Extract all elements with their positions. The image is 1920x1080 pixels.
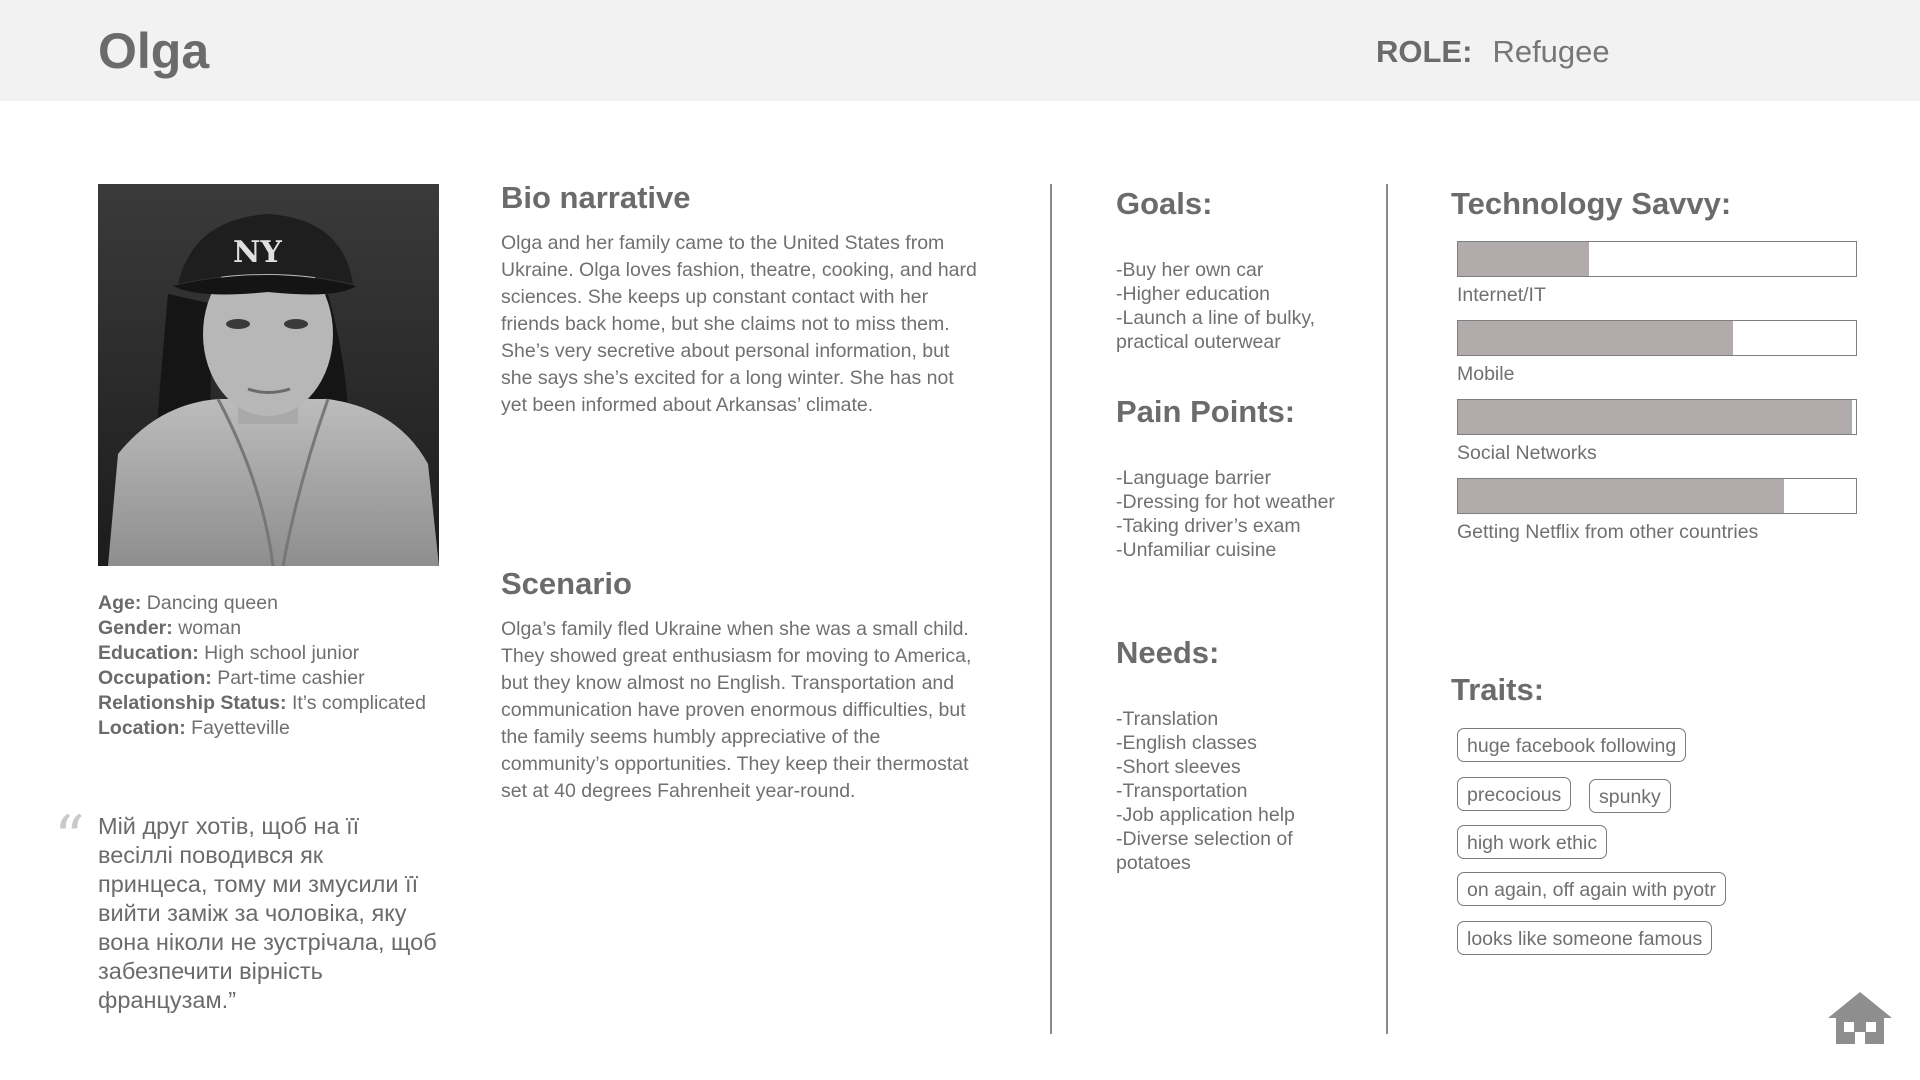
trait-tag: huge facebook following xyxy=(1457,728,1686,762)
tech-bar xyxy=(1457,399,1857,435)
persona-quote: Мій друг хотів, щоб на її весіллі поводився як принцеса, тому ми змусили її вийти заміж за чоловіка, яку вона ніколи не зустрічала, щоб забезпечити вірність французам.” xyxy=(98,813,437,1013)
tech-bar-fill xyxy=(1458,479,1784,513)
pain-points-title: Pain Points: xyxy=(1116,394,1296,429)
trait-tag: precocious xyxy=(1457,777,1571,811)
tech-item-mobile xyxy=(1457,320,1857,386)
column-divider xyxy=(1050,184,1052,1034)
needs-title: Needs: xyxy=(1116,635,1220,670)
quote-mark-icon: “ xyxy=(54,803,85,873)
home-icon[interactable] xyxy=(1828,990,1892,1046)
list-item: -Taking driver’s exam xyxy=(1116,515,1301,537)
pain-points-list xyxy=(1116,466,1366,562)
list-item: -Transportation xyxy=(1116,780,1248,802)
detail-occupation xyxy=(98,666,426,691)
tech-label: Internet/IT xyxy=(1457,284,1546,306)
list-item: -Translation xyxy=(1116,708,1219,730)
scenario-title: Scenario xyxy=(501,566,632,601)
needs-list xyxy=(1116,707,1346,875)
detail-label: Age: xyxy=(98,592,142,614)
trait-tag: looks like someone famous xyxy=(1457,921,1712,955)
detail-label: Location: xyxy=(98,717,186,739)
list-item: -Diverse selection of potatoes xyxy=(1116,828,1293,874)
traits-title: Traits: xyxy=(1451,672,1545,707)
detail-value: It’s complicated xyxy=(291,692,426,714)
tech-bar xyxy=(1457,478,1857,514)
detail-label: Gender: xyxy=(98,617,173,639)
detail-label: Occupation: xyxy=(98,667,212,689)
tech-title: Technology Savvy: xyxy=(1451,186,1732,221)
detail-relationship xyxy=(98,691,426,716)
detail-gender xyxy=(98,616,426,641)
tech-label: Mobile xyxy=(1457,363,1515,385)
list-item: -English classes xyxy=(1116,732,1257,754)
tech-bar-fill xyxy=(1458,242,1589,276)
list-item: -Job application help xyxy=(1116,804,1295,826)
list-item: -Language barrier xyxy=(1116,467,1272,489)
tech-label: Getting Netflix from other countries xyxy=(1457,521,1759,543)
detail-value: Dancing queen xyxy=(146,592,278,614)
header-bar xyxy=(0,0,1920,101)
trait-tag: spunky xyxy=(1589,779,1671,813)
role-line xyxy=(1376,34,1610,70)
detail-value: Part-time cashier xyxy=(217,667,365,689)
list-item: -Higher education xyxy=(1116,283,1270,305)
tech-bar xyxy=(1457,241,1857,277)
role-label: ROLE: xyxy=(1376,34,1473,69)
bio-title: Bio narrative xyxy=(501,180,691,215)
detail-education xyxy=(98,641,426,666)
persona-photo xyxy=(98,184,439,566)
detail-label: Education: xyxy=(98,642,199,664)
column-divider xyxy=(1386,184,1388,1034)
detail-location xyxy=(98,716,426,741)
trait-tag: high work ethic xyxy=(1457,825,1607,859)
role-value: Refugee xyxy=(1492,34,1610,69)
persona-name: Olga xyxy=(98,23,210,79)
profile-details xyxy=(98,591,426,741)
list-item: -Launch a line of bulky, practical outerwear xyxy=(1116,307,1316,353)
detail-value: High school junior xyxy=(204,642,360,664)
goals-title: Goals: xyxy=(1116,186,1213,221)
detail-value: Fayetteville xyxy=(191,717,290,739)
scenario-text: Olga’s family fled Ukraine when she was a small child. They showed great enthusiasm for moving to America, but they know almost no English. Transportation and communication have proven enormous difficulties, but the family seems humbly appreciative of the community’s opportunities. They keep their thermostat set at 40 degrees Fahrenheit year-round. xyxy=(501,618,972,802)
tech-bar xyxy=(1457,320,1857,356)
list-item: -Unfamiliar cuisine xyxy=(1116,539,1277,561)
list-item: -Dressing for hot weather xyxy=(1116,491,1335,513)
detail-age xyxy=(98,591,426,616)
tech-item-netflix xyxy=(1457,478,1857,544)
tech-bar-fill xyxy=(1458,400,1852,434)
list-item: -Buy her own car xyxy=(1116,259,1264,281)
bio-text: Olga and her family came to the United States from Ukraine. Olga loves fashion, theatre, cooking, and hard sciences. She keeps up constant contact with her friends back home, but she claims not to miss them. She’s very secretive about personal information, but she says she’s excited for a long winter. She has not yet been informed about Arkansas’ climate. xyxy=(501,232,977,416)
goals-list xyxy=(1116,258,1346,354)
tech-item-internet xyxy=(1457,241,1857,307)
trait-tag: on again, off again with pyotr xyxy=(1457,872,1726,906)
tech-bar-fill xyxy=(1458,321,1733,355)
tech-item-social xyxy=(1457,399,1857,465)
list-item: -Short sleeves xyxy=(1116,756,1241,778)
tech-label: Social Networks xyxy=(1457,442,1597,464)
detail-value: woman xyxy=(178,617,242,639)
detail-label: Relationship Status: xyxy=(98,692,287,714)
svg-text:NY: NY xyxy=(233,235,282,270)
